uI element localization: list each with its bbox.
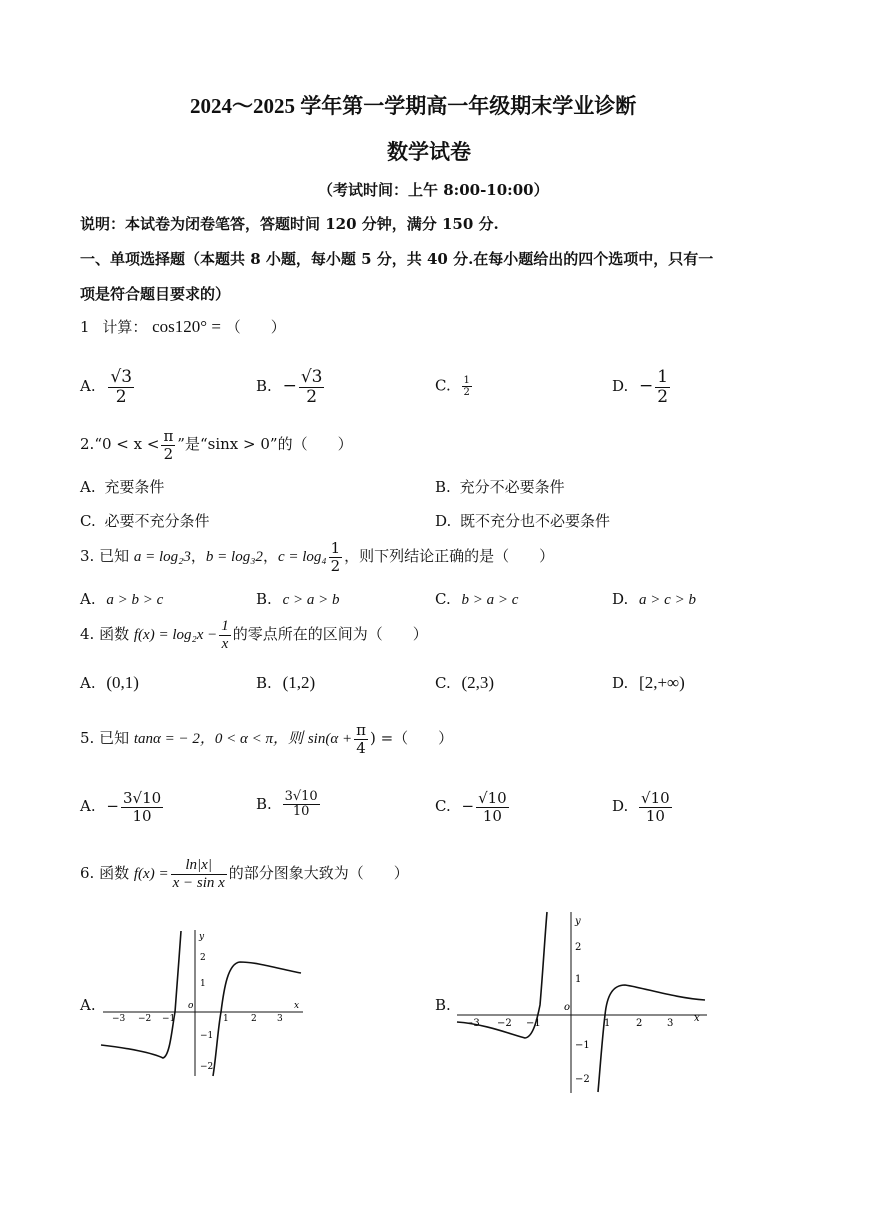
q4-option-d bbox=[612, 673, 685, 693]
function-def: f(x) = log₂x − bbox=[133, 627, 218, 643]
question-1 bbox=[80, 316, 286, 337]
fraction bbox=[299, 368, 325, 406]
y-tick-label: −2 bbox=[200, 1062, 214, 1072]
option-label: A. bbox=[80, 674, 96, 692]
option-label: D. bbox=[612, 377, 629, 396]
option-label: C. bbox=[435, 797, 451, 815]
question-stem-pre: 函数 bbox=[99, 864, 130, 882]
question-stem-pre: 函数 bbox=[99, 625, 130, 643]
math-c: c = log₄ bbox=[277, 549, 327, 565]
option-text: 充要条件 bbox=[104, 478, 165, 496]
sin-expression: sin(α + bbox=[307, 731, 353, 747]
denominator: x bbox=[221, 635, 229, 652]
x-tick-label: 2 bbox=[251, 1014, 257, 1024]
question-math: cos120° = bbox=[152, 317, 221, 336]
denominator: 2 bbox=[163, 444, 174, 463]
question-stem-post: 的零点所在的区间为（ ） bbox=[232, 625, 428, 643]
function-def: f(x) = bbox=[133, 866, 169, 882]
question-stem-post: 的部分图象大致为（ ） bbox=[228, 864, 409, 882]
question-4 bbox=[80, 618, 428, 652]
numerator: π bbox=[163, 427, 174, 445]
q2-option-c bbox=[80, 510, 210, 531]
question-6 bbox=[80, 857, 409, 891]
x-tick-label: 1 bbox=[604, 1018, 611, 1029]
question-stem-pre: “0 < x < bbox=[94, 435, 160, 453]
numerator: 1 bbox=[330, 539, 341, 557]
option-label: D. bbox=[435, 512, 452, 530]
denominator: 2 bbox=[463, 387, 470, 398]
question-stem-post: ，则下列结论正确的是（ ） bbox=[344, 547, 555, 565]
condition: tanα = − 2，0 < α < π，则 bbox=[133, 731, 304, 747]
question-number: 6. bbox=[80, 864, 95, 882]
option-text: [2,+∞) bbox=[639, 673, 685, 692]
x-axis-label: x bbox=[694, 1013, 700, 1024]
option-text: 必要不充分条件 bbox=[104, 512, 210, 530]
option-text: b > a > c bbox=[461, 592, 519, 608]
q5-option-a bbox=[80, 790, 165, 824]
option-label: C. bbox=[435, 590, 451, 608]
option-label: D. bbox=[612, 797, 629, 815]
fraction bbox=[219, 618, 231, 652]
numerator: π bbox=[356, 721, 366, 739]
curve-left bbox=[101, 931, 181, 1058]
q1-option-a bbox=[80, 368, 136, 406]
denominator: 10 bbox=[132, 806, 152, 825]
option-label: D. bbox=[612, 590, 629, 608]
numerator: √10 bbox=[478, 789, 507, 807]
y-tick-label: 1 bbox=[200, 979, 206, 989]
section-heading-line2: 项是符合题目要求的） bbox=[80, 285, 231, 303]
question-number: 2. bbox=[80, 435, 95, 453]
option-label: B. bbox=[256, 377, 272, 396]
numerator: 3√10 bbox=[122, 789, 162, 807]
question-stem-pre: 已知 bbox=[99, 547, 130, 565]
curve-right bbox=[598, 985, 705, 1092]
option-label: B. bbox=[256, 794, 272, 813]
q3-option-b bbox=[256, 590, 339, 609]
q5-option-c bbox=[435, 790, 511, 824]
option-label: C. bbox=[435, 376, 451, 395]
fraction bbox=[639, 790, 672, 824]
exam-time: （考试时间：上午 8:00-10:00） bbox=[318, 181, 549, 199]
q1-option-b bbox=[256, 368, 326, 406]
fraction bbox=[462, 375, 472, 398]
sign: − bbox=[106, 797, 119, 815]
math-a: a = log₂3 bbox=[133, 549, 191, 565]
q5-option-b bbox=[256, 790, 322, 820]
y-tick-label: −1 bbox=[575, 1040, 590, 1051]
question-number: 3. bbox=[80, 547, 95, 565]
question-stem-pre: 已知 bbox=[99, 729, 130, 747]
option-label: C. bbox=[80, 512, 96, 530]
option-label: A. bbox=[80, 590, 96, 608]
numerator: 1 bbox=[463, 375, 470, 386]
question-stem: 计算： bbox=[102, 318, 148, 336]
x-tick-label: −2 bbox=[138, 1014, 152, 1024]
denominator: 2 bbox=[657, 386, 669, 407]
denominator: 10 bbox=[292, 804, 310, 820]
q3-option-c bbox=[435, 590, 518, 609]
fraction bbox=[283, 790, 320, 820]
sign: − bbox=[282, 376, 297, 397]
numerator: ln|x| bbox=[171, 857, 227, 875]
option-label: A. bbox=[80, 797, 96, 815]
option-label: A. bbox=[80, 377, 96, 396]
fraction bbox=[161, 428, 175, 462]
x-tick-label: −2 bbox=[497, 1018, 512, 1029]
numerator: √3 bbox=[300, 367, 323, 387]
q6-option-b-label: B. bbox=[435, 996, 451, 1014]
option-text: 既不充分也不必要条件 bbox=[460, 512, 611, 530]
y-axis-label: y bbox=[575, 916, 581, 927]
q4-option-c bbox=[435, 673, 494, 693]
x-tick-label: 2 bbox=[636, 1018, 643, 1029]
q5-option-d bbox=[612, 790, 674, 824]
y-tick-label: −1 bbox=[200, 1031, 214, 1041]
graph-b bbox=[455, 910, 710, 1095]
numerator: 3√10 bbox=[284, 789, 318, 804]
option-text: a > c > b bbox=[639, 592, 696, 608]
fraction bbox=[121, 790, 163, 824]
q2-option-b bbox=[435, 476, 565, 497]
question-number: 1 bbox=[80, 318, 90, 336]
fraction bbox=[108, 368, 134, 406]
question-number: 4. bbox=[80, 625, 95, 643]
fraction bbox=[329, 540, 343, 574]
question-5 bbox=[80, 722, 453, 756]
option-text: 充分不必要条件 bbox=[459, 478, 565, 496]
denominator: 10 bbox=[645, 806, 665, 825]
option-label: B. bbox=[435, 478, 451, 496]
y-tick-label: 2 bbox=[575, 942, 582, 953]
denominator: x − sin x bbox=[172, 874, 225, 891]
option-label: B. bbox=[256, 674, 272, 692]
denominator: 2 bbox=[330, 556, 341, 575]
denominator: 10 bbox=[482, 806, 502, 825]
option-text: c > a > b bbox=[282, 592, 340, 608]
denominator: 2 bbox=[306, 386, 318, 407]
x-tick-label: 3 bbox=[667, 1018, 674, 1029]
q2-option-d bbox=[435, 510, 610, 531]
fraction bbox=[171, 857, 227, 891]
origin-label: o bbox=[188, 1001, 194, 1011]
q3-option-a bbox=[80, 590, 163, 609]
option-text: (1,2) bbox=[282, 673, 316, 692]
y-axis-label: y bbox=[199, 932, 205, 942]
option-label: A. bbox=[80, 478, 96, 496]
numerator: √3 bbox=[110, 367, 133, 387]
exam-title: 2024～2025 学年第一学期高一年级期末学业诊断 bbox=[190, 94, 637, 118]
fraction bbox=[655, 368, 670, 406]
math-b: b = log₃2 bbox=[205, 549, 263, 565]
option-text: (0,1) bbox=[106, 673, 139, 692]
graph-a bbox=[98, 928, 308, 1078]
x-axis-label: x bbox=[294, 1001, 300, 1011]
option-text: a > b > c bbox=[106, 592, 164, 608]
question-stem-post: ”是“sinx > 0”的（ ） bbox=[177, 435, 353, 453]
option-label: C. bbox=[435, 674, 451, 692]
q6-option-a-label: A. bbox=[80, 996, 96, 1014]
q4-option-b bbox=[256, 673, 315, 693]
q2-option-a bbox=[80, 476, 164, 497]
x-tick-label: −1 bbox=[162, 1014, 176, 1024]
exam-note: 说明：本试卷为闭卷笔答，答题时间 120 分钟，满分 150 分. bbox=[80, 215, 499, 233]
q3-option-d bbox=[612, 590, 696, 609]
sign: − bbox=[461, 797, 475, 815]
x-tick-label: 3 bbox=[277, 1014, 283, 1024]
origin-label: o bbox=[564, 1002, 571, 1013]
option-text: (2,3) bbox=[461, 673, 495, 692]
section-heading-line1: 一、单项选择题（本题共 8 小题，每小题 5 分，共 40 分.在每小题给出的四个选项中，只有一 bbox=[80, 250, 714, 268]
denominator: 2 bbox=[115, 386, 127, 407]
option-label: D. bbox=[612, 674, 629, 692]
y-tick-label: −2 bbox=[575, 1074, 590, 1085]
numerator: 1 bbox=[657, 367, 669, 387]
y-tick-label: 2 bbox=[200, 953, 206, 963]
question-stem-post: ) =（ ） bbox=[369, 729, 454, 747]
question-3: 3. 已知 a = log₂3，b = log₃2，c = log₄ $\frac{1}{2}$ ，则下列结论正确的是（ ） bbox=[80, 539, 555, 575]
q1-option-c bbox=[435, 375, 474, 398]
q4-option-a bbox=[80, 673, 139, 693]
numerator: 1 bbox=[221, 618, 229, 634]
option-label: B. bbox=[256, 590, 272, 608]
sign: − bbox=[639, 376, 654, 397]
exam-subtitle: 数学试卷 bbox=[387, 140, 471, 164]
q1-option-d bbox=[612, 368, 672, 406]
question-number: 5. bbox=[80, 729, 95, 747]
denominator: 4 bbox=[356, 738, 366, 757]
answer-blank: （ ） bbox=[225, 318, 286, 336]
question-2 bbox=[80, 428, 353, 462]
fraction bbox=[476, 790, 509, 824]
x-tick-label: −3 bbox=[465, 1018, 480, 1029]
x-tick-label: −3 bbox=[112, 1014, 126, 1024]
y-tick-label: 1 bbox=[575, 974, 582, 985]
x-tick-label: −1 bbox=[526, 1018, 541, 1029]
fraction bbox=[354, 722, 368, 756]
numerator: √10 bbox=[641, 789, 670, 807]
x-tick-label: 1 bbox=[223, 1014, 229, 1024]
